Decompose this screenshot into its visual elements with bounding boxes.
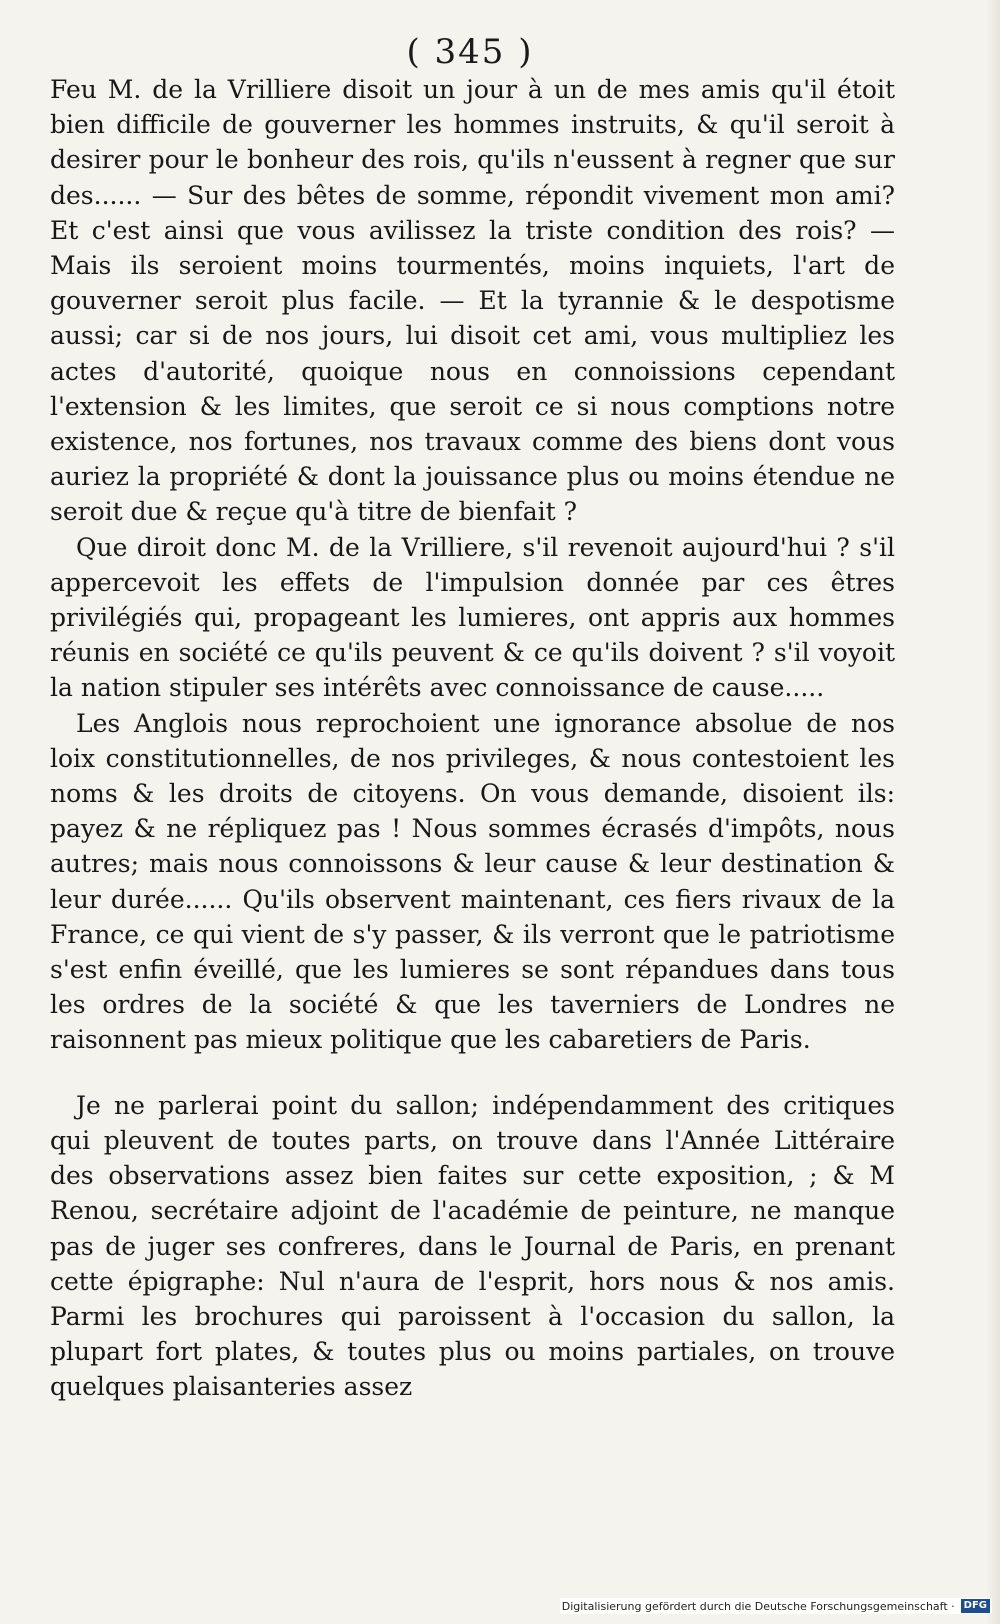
scan-edge [986,0,1000,1624]
paragraph-2: Que diroit donc M. de la Vrilliere, s'il revenoit aujourd'hui ? s'il appercevoit les effets de l'impulsion donnée par ces êtres privilégiés qui, propageant les lumieres, ont appris aux hommes réunis en société ce qu'ils peuvent & ce qu'ils doivent ? s'il voyoit la nation stipuler ses intérêts avec connoissance de cause..... [50,532,895,703]
digitization-footer [560,1598,992,1614]
paragraph-3: Les Anglois nous reprochoient une ignorance absolue de nos loix constitutionnelles, de nos privileges, & nous contestoient les noms & les droits de citoyens. On vous demande, disoient ils: payez & ne répliquez pas ! Nous sommes écrasés d'impôts, nous autres; mais nous connoissons & leur cause & leur destination & leur durée...... Qu'ils observent maintenant, ces fiers rivaux de la France, ce qui vient de s'y passer, & ils verront que le patriotisme s'est enfin éveillé, que les lumieres se sont répandues dans tous les ordres de la société & que les taverniers de Londres ne raisonnent pas mieux politique que les cabaretiers de Paris. [50,708,895,1055]
body-text [50,72,895,1405]
paragraph-4: Je ne parlerai point du sallon; indépendamment des critiques qui pleuvent de toutes parts, on trouve dans l'Année Littéraire des observations assez bien faites sur cette exposition, ; & M Renou, secrétaire adjoint de l'académie de peinture, ne manque pas de juger ses confreres, dans le Journal de Paris, en prenant cette épigraphe: Nul n'aura de l'esprit, hors nous & nos amis. Parmi les brochures qui paroissent à l'occasion du sallon, la plupart fort plates, & toutes plus ou moins partiales, on trouve quelques plaisanteries assez [50,1090,895,1402]
dfg-logo-icon: DFG [961,1599,990,1613]
footer-credit: Digitalisierung gefördert durch die Deutsche Forschungsgemeinschaft · [561,1599,955,1613]
page-number: ( 345 ) [406,32,534,72]
paragraph-1: Feu M. de la Vrilliere disoit un jour à un de mes amis qu'il étoit bien difficile de gouverner les hommes instruits, & qu'il seroit à desirer pour le bonheur des rois, qu'ils n'eussent à regner que sur des...... — Sur des bêtes de somme, répondit vivement mon ami? Et c'est ainsi que vous avilissez la triste condition des rois? — Mais ils seroient moins tourmentés, moins inquiets, l'art de gouverner seroit plus facile. — Et la tyrannie & le despotisme aussi; car si de nos jours, lui disoit cet ami, vous multipliez les actes d'autorité, quoique nous en connoissions cependant l'extension & les limites, que seroit ce si nous comptions notre existence, nos fortunes, nos travaux comme des biens dont vous auriez la propriété & dont la jouissance plus ou moins étendue ne seroit due & reçue qu'à titre de bienfait ? [50,75,895,527]
